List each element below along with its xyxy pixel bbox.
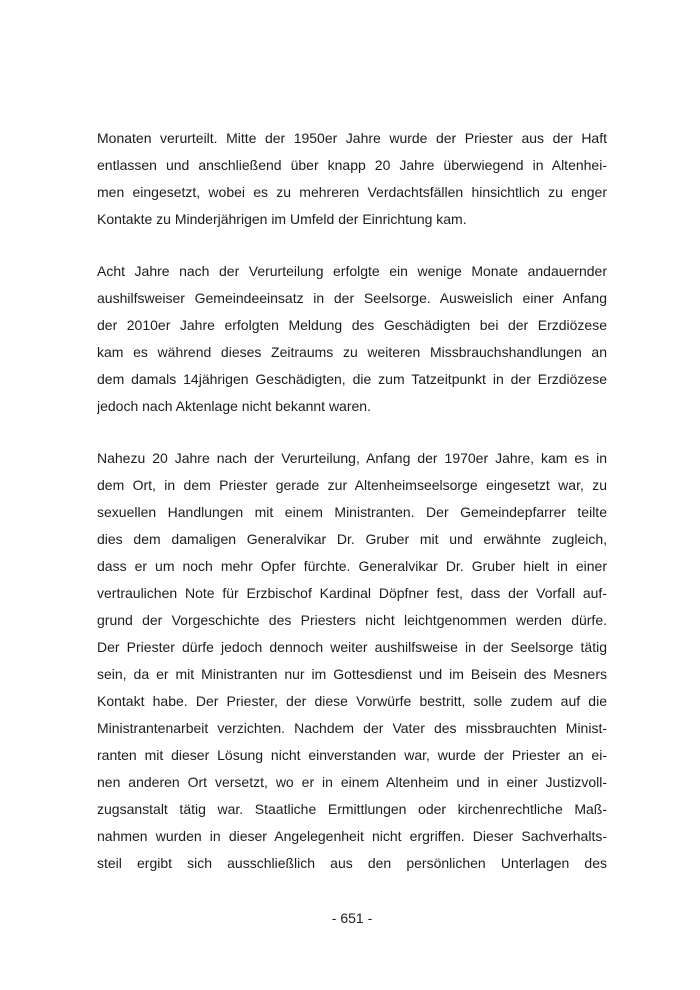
- text-line: zugsanstalt tätig war. Staatliche Ermittlungen oder kirchenrechtliche Maß-: [97, 801, 607, 817]
- text-line: grund der Vorgeschichte des Priesters nicht leichtgenommen werden dürfe.: [97, 612, 607, 628]
- paragraph: [97, 258, 607, 420]
- text-line: der 2010er Jahre erfolgten Meldung des Geschädigten bei der Erzdiözese: [97, 317, 607, 333]
- text-line: Kontakt habe. Der Priester, der diese Vorwürfe bestritt, solle zudem auf die: [97, 693, 607, 709]
- text-line: dass er um noch mehr Opfer fürchte. Generalvikar Dr. Gruber hielt in einer: [97, 558, 607, 574]
- text-line: Monaten verurteilt. Mitte der 1950er Jahre wurde der Priester aus der Haft: [97, 130, 607, 146]
- text-line: kam es während dieses Zeitraums zu weiteren Missbrauchshandlungen an: [97, 344, 607, 360]
- text-line: Der Priester dürfe jedoch dennoch weiter aushilfsweise in der Seelsorge tätig: [97, 639, 607, 655]
- text-line: dies dem damaligen Generalvikar Dr. Gruber mit und erwähnte zugleich,: [97, 531, 607, 547]
- text-line: nen anderen Ort versetzt, wo er in einem Altenheim und in einer Justizvoll-: [97, 774, 607, 790]
- text-line: men eingesetzt, wobei es zu mehreren Verdachtsfällen hinsichtlich zu enger: [97, 184, 607, 200]
- page-body-text: [97, 125, 607, 877]
- paragraph: [97, 125, 607, 233]
- text-line: sexuellen Handlungen mit einem Ministranten. Der Gemeindepfarrer teilte: [97, 504, 607, 520]
- text-line: Nahezu 20 Jahre nach der Verurteilung, Anfang der 1970er Jahre, kam es in: [97, 450, 607, 466]
- text-line: aushilfsweiser Gemeindeeinsatz in der Seelsorge. Ausweislich einer Anfang: [97, 290, 607, 306]
- text-line: entlassen und anschließend über knapp 20 Jahre überwiegend in Altenhei-: [97, 157, 607, 173]
- paragraph: [97, 445, 607, 877]
- text-line: steil ergibt sich ausschließlich aus den persönlichen Unterlagen des: [97, 855, 607, 871]
- text-line: nahmen wurden in dieser Angelegenheit nicht ergriffen. Dieser Sachverhalts-: [97, 828, 607, 844]
- page-number: - 651 -: [331, 910, 373, 926]
- text-line: jedoch nach Aktenlage nicht bekannt waren.: [97, 398, 371, 414]
- text-line: vertraulichen Note für Erzbischof Kardinal Döpfner fest, dass der Vorfall auf-: [97, 585, 607, 601]
- text-line: sein, da er mit Ministranten nur im Gottesdienst und im Beisein des Mesners: [97, 666, 607, 682]
- text-line: Ministrantenarbeit verzichten. Nachdem der Vater des missbrauchten Minist-: [97, 720, 607, 736]
- text-line: ranten mit dieser Lösung nicht einverstanden war, wurde der Priester an ei-: [97, 747, 607, 763]
- text-line: dem Ort, in dem Priester gerade zur Altenheimseelsorge eingesetzt war, zu: [97, 477, 607, 493]
- text-line: Kontakte zu Minderjährigen im Umfeld der Einrichtung kam.: [97, 211, 467, 227]
- text-line: Acht Jahre nach der Verurteilung erfolgte ein wenige Monate andauernder: [97, 263, 607, 279]
- text-line: dem damals 14jährigen Geschädigten, die zum Tatzeitpunkt in der Erzdiözese: [97, 371, 607, 387]
